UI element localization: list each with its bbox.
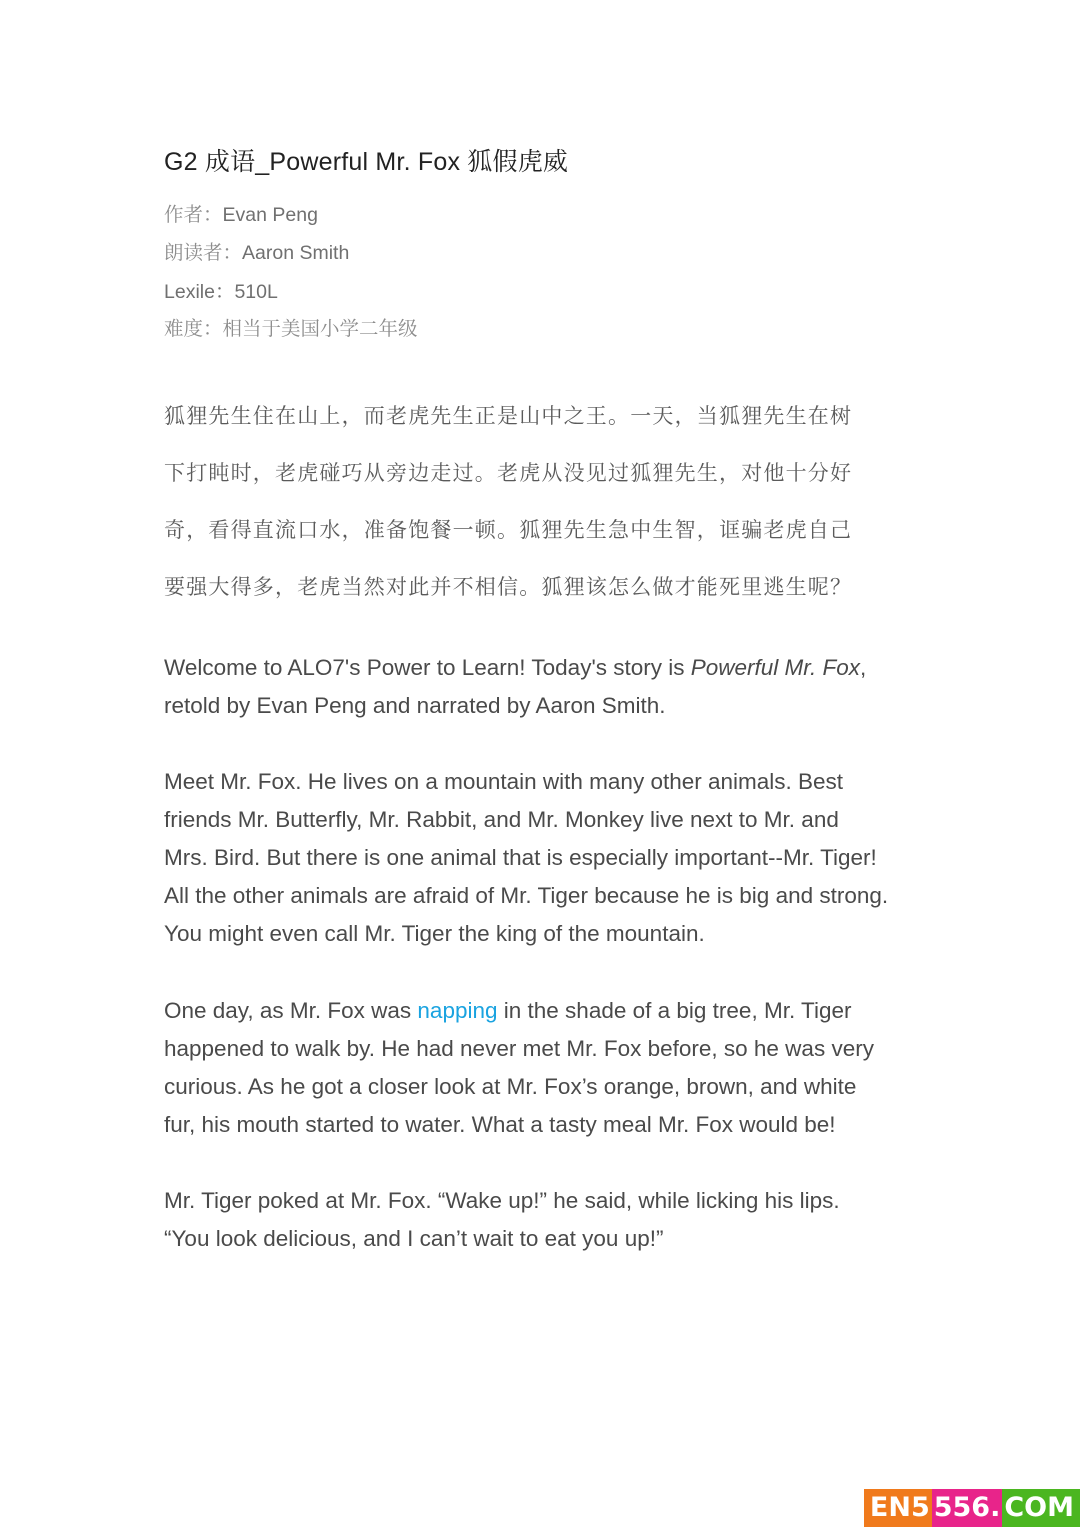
p3-text: in the shade of a big tree, Mr. Tiger bbox=[497, 998, 852, 1023]
author-line bbox=[164, 199, 318, 227]
chinese-summary bbox=[164, 388, 944, 616]
paragraph-line: fur, his mouth started to water. What a tasty meal Mr. Fox would be! bbox=[164, 1112, 836, 1137]
watermark-part: COM bbox=[1002, 1489, 1080, 1527]
author-label: 作者： bbox=[164, 204, 223, 226]
intro-paragraph bbox=[164, 649, 944, 725]
watermark-part: 556. bbox=[932, 1489, 1003, 1527]
lexile-label: Lexile： bbox=[164, 281, 235, 303]
paragraph-line: “You look delicious, and I can’t wait to eat you up!” bbox=[164, 1226, 664, 1251]
paragraph-line: You might even call Mr. Tiger the king of the mountain. bbox=[164, 921, 705, 946]
story-paragraph-1 bbox=[164, 763, 944, 953]
page-title: G2 成语_Powerful Mr. Fox 狐假虎威 bbox=[164, 148, 569, 176]
paragraph-line: friends Mr. Butterfly, Mr. Rabbit, and Mr. Monkey live next to Mr. and bbox=[164, 807, 839, 832]
paragraph-line: curious. As he got a closer look at Mr. Fox’s orange, brown, and white bbox=[164, 1074, 857, 1099]
author-value: Evan Peng bbox=[222, 204, 318, 226]
lexile-value: 510L bbox=[234, 281, 278, 303]
difficulty-value: 相当于美国小学二年级 bbox=[222, 318, 418, 340]
paragraph-line: Mr. Tiger poked at Mr. Fox. “Wake up!” he said, while licking his lips. bbox=[164, 1188, 840, 1213]
narrator-value: Aaron Smith bbox=[242, 242, 350, 264]
paragraph-line: Meet Mr. Fox. He lives on a mountain with many other animals. Best bbox=[164, 769, 844, 794]
intro-comma: , bbox=[859, 655, 867, 680]
lexile-line bbox=[164, 276, 278, 304]
summary-line: 狐狸先生住在山上，而老虎先生正是山中之王。一天，当狐狸先生在树 bbox=[164, 404, 853, 428]
paragraph-line: retold by Evan Peng and narrated by Aaron Smith. bbox=[164, 693, 666, 718]
vocab-link-napping[interactable]: napping bbox=[417, 998, 498, 1023]
paragraph-line bbox=[164, 992, 944, 1030]
p3-text: One day, as Mr. Fox was bbox=[164, 998, 418, 1023]
site-watermark-logo bbox=[864, 1489, 1080, 1527]
story-title: Powerful Mr. Fox bbox=[690, 655, 860, 680]
summary-line: 奇，看得直流口水，准备饱餐一顿。狐狸先生急中生智，诓骗老虎自己 bbox=[164, 518, 853, 542]
paragraph-line: All the other animals are afraid of Mr. Tiger because he is big and strong. bbox=[164, 883, 889, 908]
narrator-line bbox=[164, 237, 349, 265]
paragraph-line: Mrs. Bird. But there is one animal that is especially important--Mr. Tiger! bbox=[164, 845, 877, 870]
story-paragraph-3 bbox=[164, 1182, 944, 1258]
watermark-part: EN5 bbox=[864, 1489, 932, 1527]
summary-line: 要强大得多，老虎当然对此并不相信。狐狸该怎么做才能死里逃生呢？ bbox=[164, 575, 853, 599]
summary-line: 下打盹时，老虎碰巧从旁边走过。老虎从没见过狐狸先生，对他十分好 bbox=[164, 461, 853, 485]
paragraph-line: happened to walk by. He had never met Mr. Fox before, so he was very bbox=[164, 1036, 874, 1061]
story-paragraph-2 bbox=[164, 992, 944, 1144]
narrator-label: 朗读者： bbox=[164, 242, 243, 264]
intro-text: Welcome to ALO7's Power to Learn! Today's story is bbox=[164, 655, 691, 680]
paragraph-line bbox=[164, 649, 944, 687]
difficulty-line bbox=[164, 313, 418, 341]
difficulty-label: 难度： bbox=[164, 318, 223, 340]
